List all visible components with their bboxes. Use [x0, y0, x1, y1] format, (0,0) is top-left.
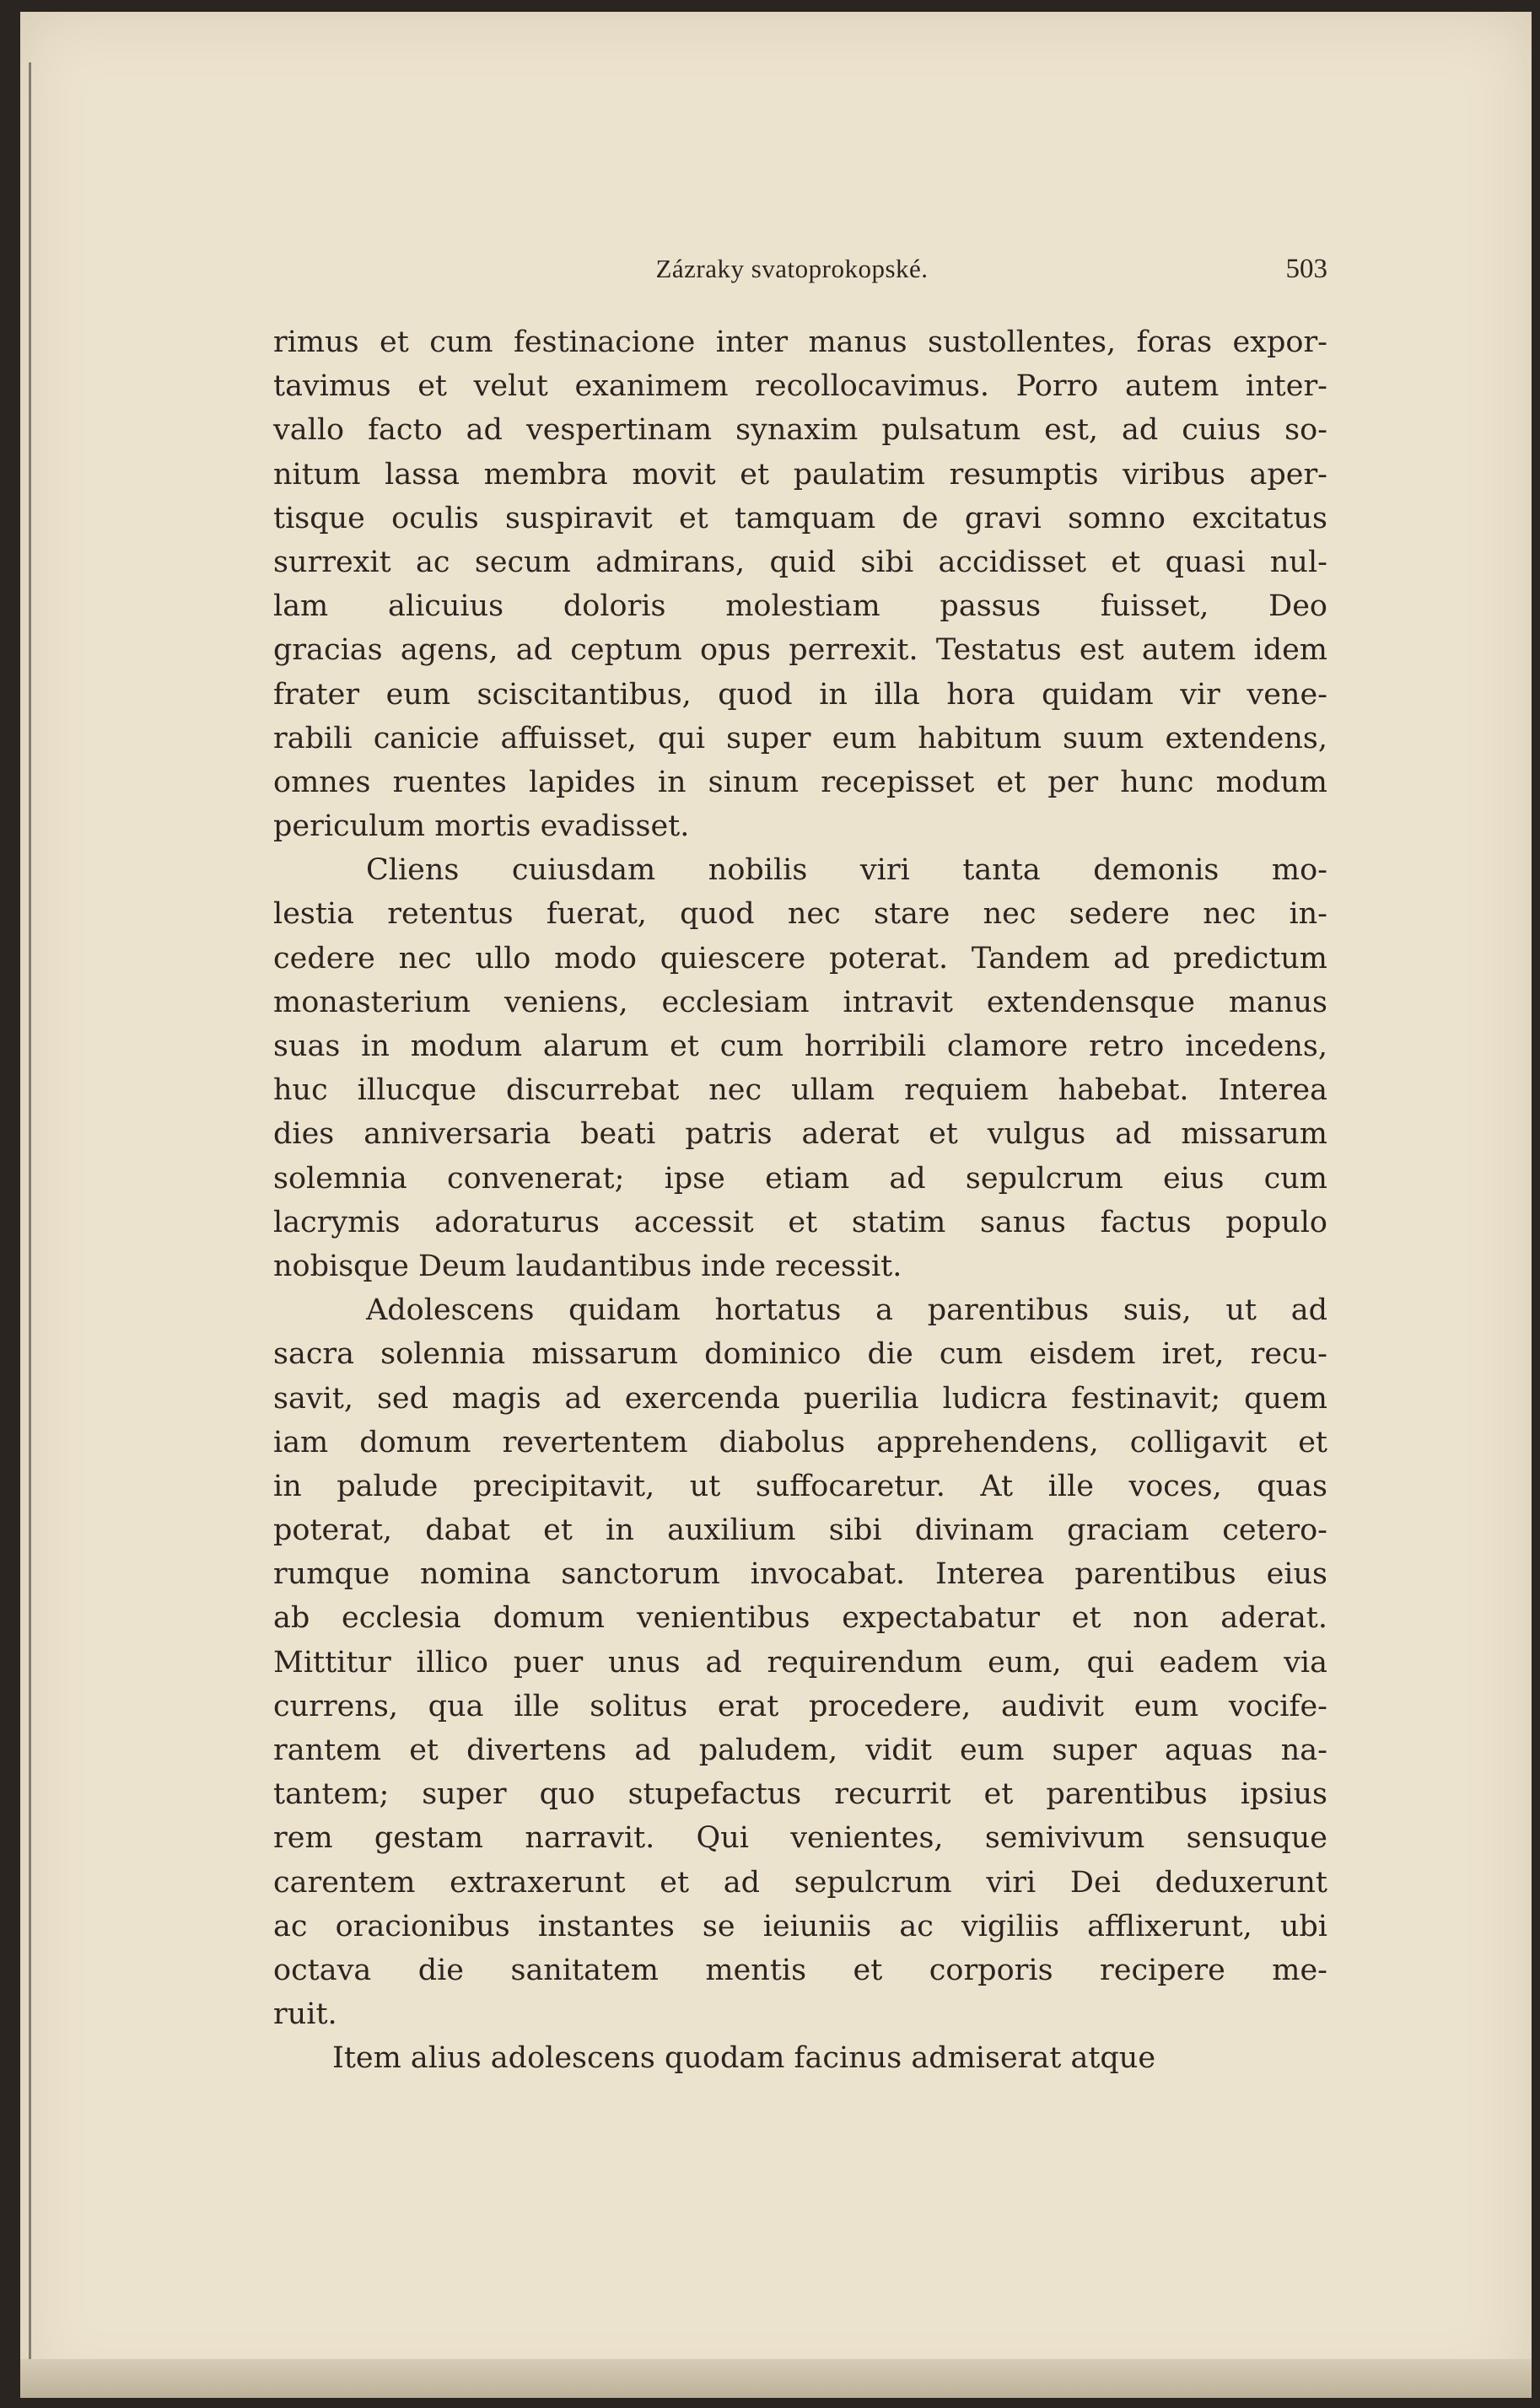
paragraph-first-line: Cliens cuiusdam nobilis viri tanta demonis mo- — [366, 853, 1327, 888]
text-line: surrexit ac secum admirans, quid sibi accidisset et quasi nul- — [273, 545, 1327, 579]
page-edge-line — [29, 62, 31, 2373]
text-line: monasterium veniens, ecclesiam intravit extendensque manus — [273, 985, 1327, 1019]
text-line: suas in modum alarum et cum horribili clamore retro incedens, — [273, 1029, 1327, 1063]
text-line: periculum mortis evadisset. — [273, 809, 690, 844]
text-line: ab ecclesia domum venientibus expectabatur et non aderat. — [273, 1601, 1327, 1636]
text-line: savit, sed magis ad exercenda puerilia ludicra festinavit; quem — [273, 1381, 1327, 1416]
text-line: rantem et divertens ad paludem, vidit eum super aquas na- — [273, 1733, 1327, 1767]
text-line: vallo facto ad vespertinam synaxim pulsatum est, ad cuius so- — [273, 413, 1327, 448]
page-header — [256, 254, 1327, 288]
text-line: lestia retentus fuerat, quod nec stare nec sedere nec in- — [273, 897, 1327, 932]
text-line: dies anniversaria beati patris aderat et vulgus ad missarum — [273, 1117, 1327, 1152]
text-line: iam domum revertentem diabolus apprehendens, colligavit et — [273, 1425, 1327, 1459]
text-line: frater eum sciscitantibus, quod in illa hora quidam vir vene- — [273, 677, 1327, 712]
page-number: 503 — [1285, 254, 1327, 284]
text-line: ruit. — [273, 1997, 337, 2032]
text-line: rem gestam narravit. Qui venientes, semivivum sensuque — [273, 1821, 1327, 1856]
text-line: carentem extraxerunt et ad sepulcrum viri Dei deduxerunt — [273, 1865, 1327, 1900]
book-page — [20, 12, 1532, 2398]
text-line: tavimus et velut exanimem recollocavimus. Porro autem inter- — [273, 369, 1327, 404]
body-text — [273, 320, 1327, 2081]
running-title: Zázraky svatoprokopské. — [655, 254, 929, 283]
text-line: rabili canicie affuisset, qui super eum habitum suum extendens, — [273, 721, 1327, 755]
text-line: huc illucque discurrebat nec ullam requiem habebat. Interea — [273, 1073, 1327, 1108]
page-bottom-band — [20, 2359, 1532, 2398]
text-line: rimus et cum festinacione inter manus sustollentes, foras expor- — [273, 325, 1327, 359]
text-line: nobisque Deum laudantibus inde recessit. — [273, 1249, 902, 1283]
paragraph-first-line: Adolescens quidam hortatus a parentibus suis, ut ad — [366, 1293, 1327, 1328]
text-line: rumque nomina sanctorum invocabat. Interea parentibus eius — [273, 1557, 1327, 1592]
text-line: omnes ruentes lapides in sinum recepisset et per hunc modum — [273, 765, 1327, 799]
text-line: octava die sanitatem mentis et corporis recipere me- — [273, 1953, 1327, 1987]
text-line: sacra solennia missarum dominico die cum eisdem iret, recu- — [273, 1337, 1327, 1372]
text-line: gracias agens, ad ceptum opus perrexit. Testatus est autem idem — [273, 633, 1327, 668]
text-line: cedere nec ullo modo quiescere poterat. Tandem ad predictum — [273, 941, 1327, 976]
paragraph-first-line: Item alius adolescens quodam facinus admiserat atque — [332, 2041, 1156, 2076]
text-line: nitum lassa membra movit et paulatim resumptis viribus aper- — [273, 457, 1327, 492]
text-line: Mittitur illico puer unus ad requirendum eum, qui eadem via — [273, 1645, 1327, 1680]
text-line: solemnia convenerat; ipse etiam ad sepulcrum eius cum — [273, 1161, 1327, 1196]
text-line: ac oracionibus instantes se ieiuniis ac vigiliis afflixerunt, ubi — [273, 1909, 1327, 1943]
text-line: currens, qua ille solitus erat procedere, audivit eum vocife- — [273, 1689, 1327, 1723]
text-line: tantem; super quo stupefactus recurrit et parentibus ipsius — [273, 1777, 1327, 1812]
text-line: lam alicuius doloris molestiam passus fuisset, Deo — [273, 589, 1327, 624]
text-line: tisque oculis suspiravit et tamquam de gravi somno excitatus — [273, 501, 1327, 535]
text-line: poterat, dabat et in auxilium sibi divinam graciam cetero- — [273, 1513, 1327, 1548]
text-line: lacrymis adoraturus accessit et statim sanus factus populo — [273, 1205, 1327, 1239]
text-line: in palude precipitavit, ut suffocaretur. At ille voces, quas — [273, 1469, 1327, 1503]
